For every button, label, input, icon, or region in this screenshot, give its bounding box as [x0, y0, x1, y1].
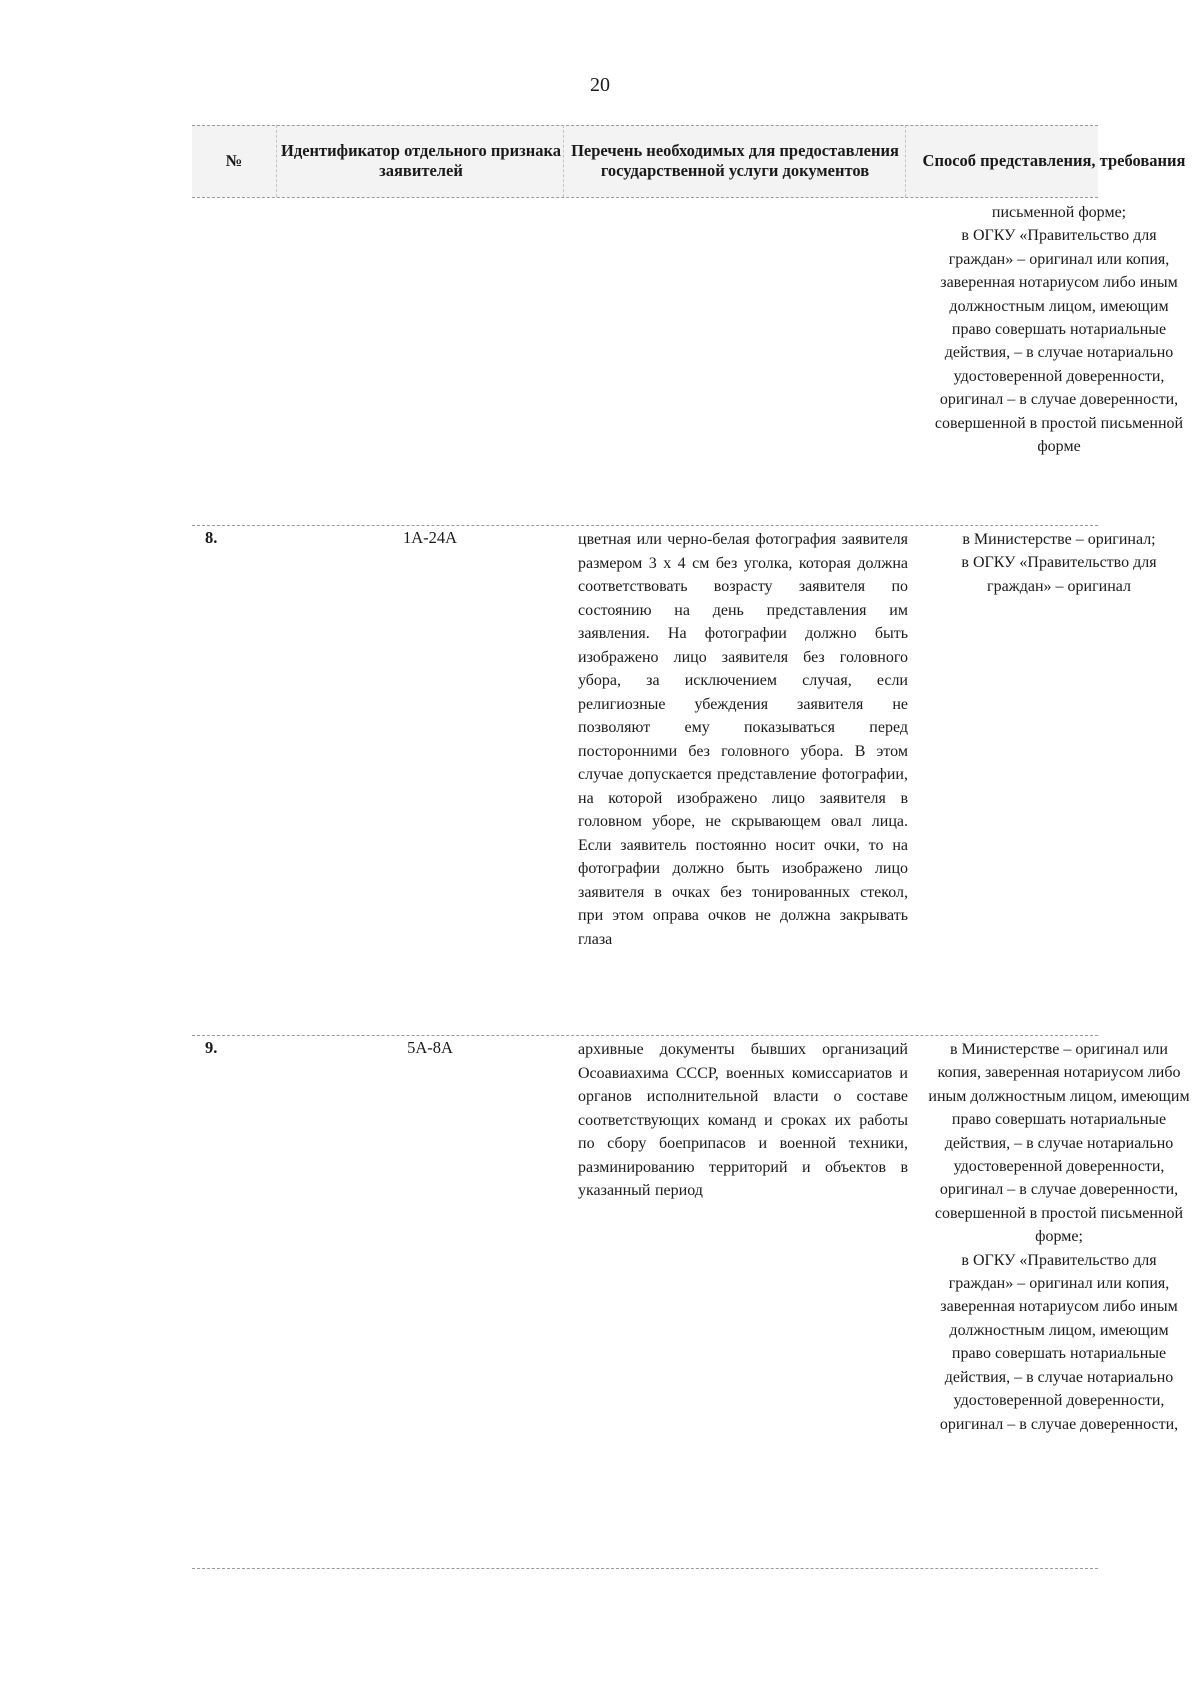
method-paragraph: письменной форме; — [991, 204, 1127, 221]
row-documents: архивные документы бывших организаций Осоавиахима СССР, военных комиссариатов и органов исполнительной власти о составе соответствующих команд и сроках их работы по сбору боеприпасов и военной техники, разминированию территорий и объектов в указанный период — [578, 1041, 908, 1199]
row-number: 8. — [205, 528, 218, 547]
column-divider — [563, 125, 564, 197]
method-paragraph: в ОГКУ «Правительство для граждан» – оригинал или копия, заверенная нотариусом либо иным должностным лицом, имеющим право совершать нотариальные действия, – в случае нотариально удостоверенной доверенности, оригинал – в случае доверенности, совершенной в простой письменной форме — [934, 227, 1184, 456]
method-paragraph: в ОГКУ «Правительство для граждан» – оригинал или копия, заверенная нотариусом либо иным должностным лицом, имеющим право совершать нотариальные действия, – в случае нотариально удостоверенной доверенности, оригинал – в случае доверенности, — [939, 1251, 1179, 1433]
header-documents: Перечень необходимых для предоставления государственной услуги документов — [571, 141, 899, 180]
header-identifier: Идентификатор отдельного признака заявителей — [281, 141, 561, 180]
column-divider — [905, 125, 906, 197]
row-divider — [192, 525, 1098, 526]
row-identifier: 5А-8А — [407, 1038, 453, 1057]
header-bottom-border — [192, 197, 1098, 198]
header-method: Способ представления, требования — [922, 151, 1186, 170]
continuation-method-cell — [928, 201, 1190, 458]
method-paragraph: в ОГКУ «Правительство для граждан» – оригинал — [961, 554, 1157, 595]
row-divider — [192, 1035, 1098, 1036]
row-method — [928, 1038, 1190, 1436]
row-number: 9. — [205, 1038, 218, 1057]
row-method — [928, 528, 1190, 598]
page-number: 20 — [590, 74, 610, 96]
row-documents: цветная или черно-белая фотография заявителя размером 3 х 4 см без уголка, которая должна соответствовать возрасту заявителя по состоянию на день представления им заявления. На фотографии должно быть изображено лицо заявителя без головного убора, за исключением случая, если религиозные убеждения заявителя не позволяют ему показываться перед посторонними без головного убора. В этом случае допускается представление фотографии, на которой изображено лицо заявителя в головном уборе, не скрывающем овал лица. Если заявитель постоянно носит очки, то на фотографии должно быть изображено лицо заявителя в очках без тонированных стекол, при этом оправа очков не должна закрывать глаза — [578, 531, 908, 948]
row-identifier: 1А-24А — [402, 528, 458, 547]
method-paragraph: в Министерстве – оригинал; — [962, 531, 1156, 548]
column-divider — [276, 125, 277, 197]
table-bottom-border — [192, 1568, 1098, 1569]
header-num: № — [225, 151, 243, 170]
method-paragraph: в Министерстве – оригинал или копия, заверенная нотариусом либо иным должностным лицом, имеющим право совершать нотариальные действия, – в случае нотариально удостоверенной доверенности, оригинал – в случае доверенности, совершенной в простой письменной форме; — [928, 1041, 1190, 1246]
